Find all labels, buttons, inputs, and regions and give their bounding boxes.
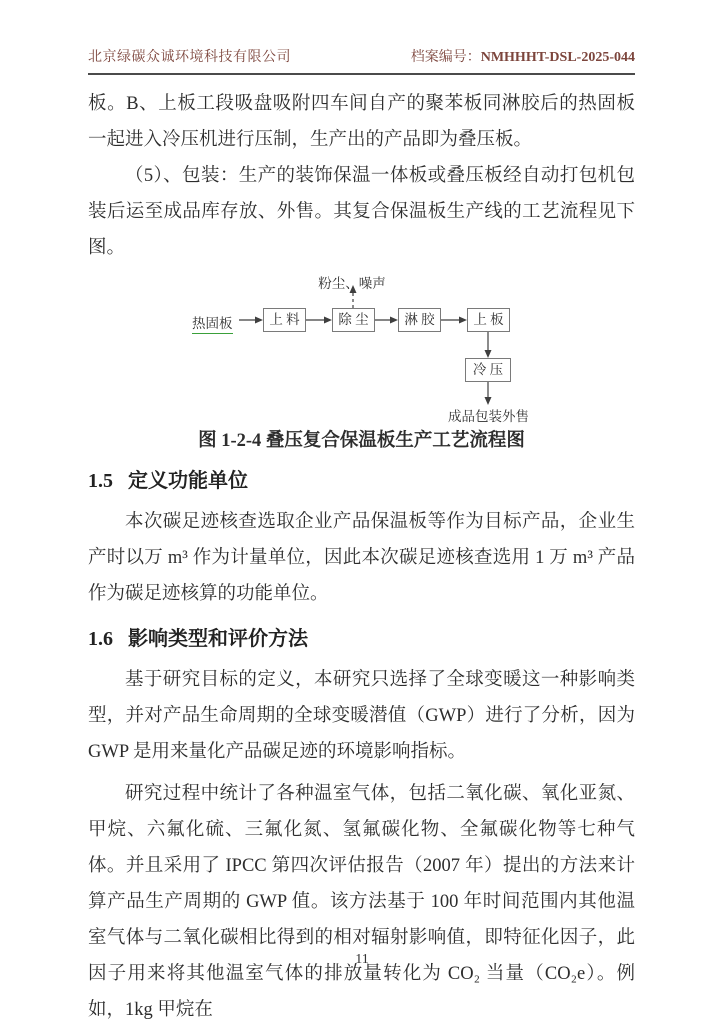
section-title: 定义功能单位 <box>128 470 248 492</box>
process-flowchart <box>88 266 635 424</box>
flowchart-step-feeding: 上 料 <box>263 308 306 332</box>
flowchart-step-gluing: 淋 胶 <box>398 308 441 332</box>
header-company-name: 北京绿碳众诚环境科技有限公司 <box>88 50 291 65</box>
paragraph-continuation: 板。B、上板工段吸盘吸附四车间自产的聚苯板同淋胶后的热固板一起进入冷压机进行压制，生产出的产品即为叠压板。 <box>88 94 635 150</box>
flowchart-step-boarding: 上 板 <box>467 308 510 332</box>
section-heading-1-5 <box>88 468 635 494</box>
flowchart-emission-label: 粉尘、噪声 <box>318 276 386 291</box>
doc-number-value: NMHHHT-DSL-2025-044 <box>480 50 635 65</box>
section-number: 1.6 <box>88 628 113 650</box>
flowchart-input-label: 热固板 <box>192 312 233 334</box>
page-header <box>88 46 635 75</box>
flowchart-step-coldpress: 冷 压 <box>465 358 511 382</box>
paragraph-functional-unit: 本次碳足迹核查选取企业产品保温板等作为目标产品，企业生产时以万 m³ 作为计量单位，因此本次碳足迹核查选用 1 万 m³ 产品作为碳足迹核算的功能单位。 <box>88 512 635 604</box>
page-number: 11 <box>355 952 369 967</box>
header-doc-number <box>411 46 635 66</box>
paragraph-ghg-method: 研究过程中统计了各种温室气体，包括二氧化碳、氧化亚氮、甲烷、六氟化硫、三氟化氮、氢氟碳化物、全氟碳化物等七种气体。并且采用了 IPCC 第四次评估报告（2007 年）提出的方法来计算产品生产周期的 GWP 值。该方法基于 100 年时间范围内其他温室气体与二氧化碳相比得到的相对辐射影响值，即特征化因子，此因子用来将其他温室气体的排放量转化为 CO₂ 当量（CO₂e）。例如，1kg 甲烷在 <box>88 784 635 1020</box>
section-heading-1-6 <box>88 626 635 652</box>
paragraph-packaging: （5）、包装：生产的装饰保温一体板或叠压板经自动打包机包装后运至成品库存放、外售。其复合保温板生产线的工艺流程见下图。 <box>88 166 635 258</box>
doc-number-label: 档案编号： <box>410 50 481 65</box>
flowchart-step-dedusting: 除 尘 <box>332 308 375 332</box>
section-number: 1.5 <box>88 470 113 492</box>
paragraph-impact-type: 基于研究目标的定义，本研究只选择了全球变暖这一种影响类型，并对产品生命周期的全球变暖潜值（GWP）进行了分析，因为 GWP 是用来量化产品碳足迹的环境影响指标。 <box>88 670 635 762</box>
section-title: 影响类型和评价方法 <box>128 628 308 650</box>
figure-caption: 图 1-2-4 叠压复合保温板生产工艺流程图 <box>198 431 525 451</box>
flowchart-output-label: 成品包装外售 <box>448 409 529 424</box>
